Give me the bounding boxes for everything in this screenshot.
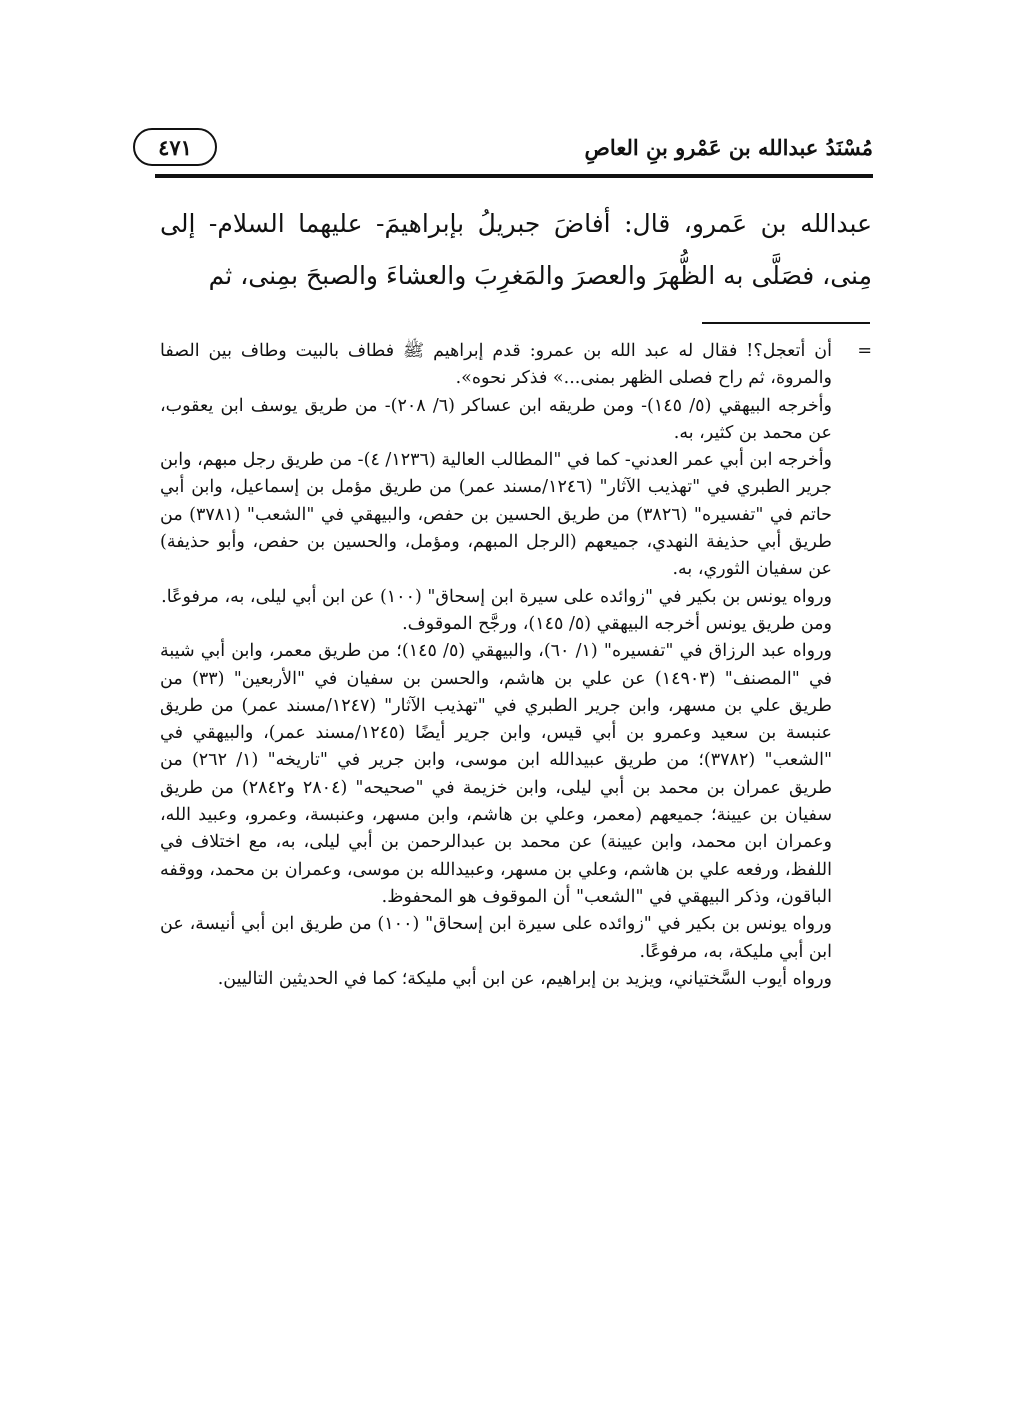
- footnote-paragraph: ورواه يونس بن بكير في "زوائده على سيرة ابن إسحاق" (١٠٠) من طريق ابن أبي أنيسة، عن ابن أبي مليكة، به، مرفوعًا.: [160, 914, 832, 962]
- main-paragraph: عبدالله بن عَمرو، قال: أفاضَ جبريلُ بإبراهيمَ- عليهما السلام- إلى مِنى، فصَلَّى به الظُّهرَ والعصرَ والمَغرِبَ والعشاءَ والصبحَ بمِنى، ثم: [160, 209, 872, 290]
- footnote-marker: =: [857, 341, 872, 361]
- footnote-continuation: [160, 338, 872, 393]
- footnotes: [160, 338, 872, 993]
- footnote-paragraph: وأخرجه البيهقي (٥/ ١٤٥)- ومن طريقه ابن عساكر (٦/ ٢٠٨)- من طريق يوسف ابن يعقوب، عن محمد بن كثير، به.: [160, 395, 832, 443]
- main-text: [160, 198, 872, 302]
- page-number: ٤٧١: [133, 128, 217, 166]
- footnote-text: أن أتعجل؟! فقال له عبد الله بن عمرو: قدم إبراهيم ﷺ فطاف بالبيت وطاف بين الصفا والمروة، ثم راح فصلى الظهر بمنى...» فذكر نحوه».: [160, 341, 832, 389]
- footnote-separator: [702, 322, 870, 324]
- footnote-paragraph: ورواه يونس بن بكير في "زوائده على سيرة ابن إسحاق" (١٠٠) عن ابن أبي ليلى، به، مرفوعًا.: [161, 586, 832, 607]
- page-header: [133, 122, 873, 172]
- running-title: مُسْنَدُ عبدالله بن عَمْرو بنِ العاصِ: [584, 134, 873, 160]
- footnote-paragraph: وأخرجه ابن أبي عمر العدني- كما في "المطالب العالية (١٢٣٦/ ٤)- من طريق رجل مبهم، وابن جرير الطبري في "تهذيب الآثار" (١٢٤٦/مسند عمر) من طريق مؤمل بن إسماعيل، وابن أبي حاتم في "تفسيره" (٣٨٢٦) من طريق الحسين بن حفص، والبيهقي في "الشعب" (٣٧٨١) من طريق أبي حذيفة النهدي، جميعهم (الرجل المبهم، ومؤمل، والحسين بن حفص، وأبو حذيفة) عن سفيان الثوري، به.: [160, 450, 833, 580]
- footnote-paragraph: ورواه أيوب السَّختياني، ويزيد بن إبراهيم، عن ابن أبي مليكة؛ كما في الحديثين التاليين.: [217, 968, 832, 989]
- footnote-paragraph: ومن طريق يونس أخرجه البيهقي (٥/ ١٤٥)، ورجَّح الموقوف.: [402, 613, 832, 634]
- header-rule: [155, 174, 873, 178]
- footnote-paragraph: ورواه عبد الرزاق في "تفسيره" (١/ ٦٠)، والبيهقي (٥/ ١٤٥)؛ من طريق معمر، وابن أبي شيبة في "المصنف" (١٤٩٠٣) عن علي بن هاشم، والحسن بن سفيان في "الأربعين" (٣٣) من طريق علي بن مسهر، وابن جرير الطبري في "تهذيب الآثار" (١٢٤٧/مسند عمر) من طريق عنبسة بن سعيد وعمرو بن أبي قيس، وابن جرير أيضًا (١٢٤٥/مسند عمر)، والبيهقي في "الشعب" (٣٧٨٢)؛ من طريق عبيدالله ابن موسى، وابن جرير في "تاريخه" (١/ ٢٦٢) من طريق عمران بن محمد بن أبي ليلى، وابن خزيمة في "صحيحه" (٢٨٠٤ و٢٨٤٢) من طريق سفيان بن عيينة؛ جميعهم (معمر، وعلي بن هاشم، وابن مسهر، وعنبسة، وعمرو، وعبيد الله، وعمران ابن محمد، وابن عيينة) عن محمد بن عبدالرحمن بن أبي ليلى، به، مع اختلاف في اللفظ، ورفعه علي بن هاشم، وعلي بن مسهر، وعبيدالله بن موسى، وعمران بن محمد، ووقفه الباقون، وذكر البيهقي في "الشعب" أن الموقوف هو المحفوظ.: [160, 641, 833, 907]
